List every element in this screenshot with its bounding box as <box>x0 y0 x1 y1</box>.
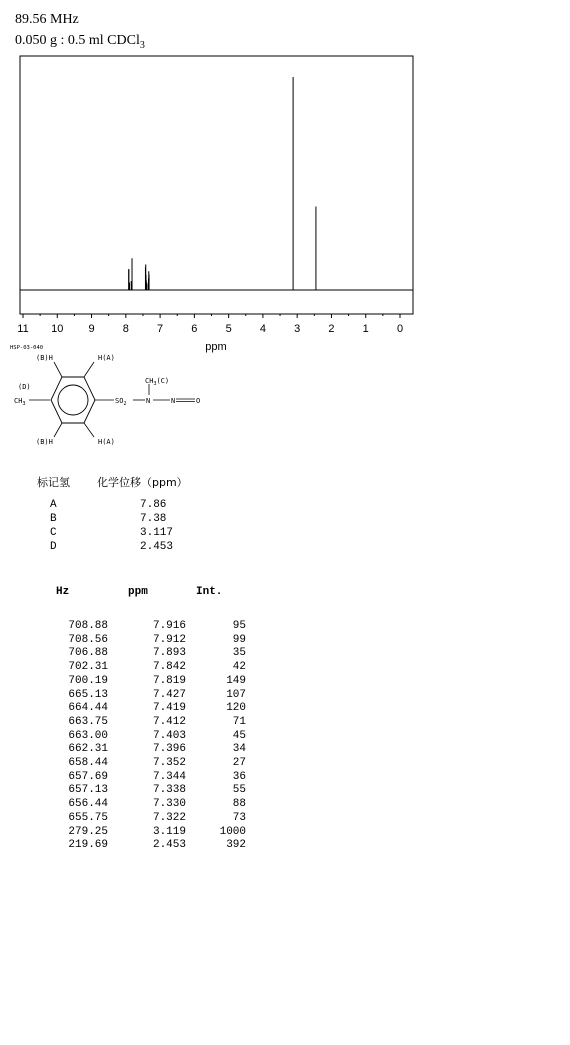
x-axis-tick-label: 8 <box>122 323 129 335</box>
bond-bh-top <box>54 362 62 377</box>
peak-ppm-cell: 7.352 <box>152 757 186 770</box>
peak-int-cell: 73 <box>232 811 246 824</box>
peak-ppm-cell: 2.453 <box>152 839 186 852</box>
peak-ppm-cell: 7.842 <box>152 661 186 674</box>
peak-header-ppm: ppm <box>128 586 148 598</box>
peak-int-cell: 34 <box>232 743 246 756</box>
peak-ppm-cell: 7.427 <box>152 688 186 701</box>
peak-ppm-cell: 7.819 <box>152 674 186 687</box>
x-axis-tick-label: 6 <box>191 323 198 335</box>
spectrometer-frequency: 89.56 MHz <box>15 12 79 27</box>
peak-row <box>44 839 246 853</box>
x-axis-tick-label: 10 <box>51 323 64 335</box>
x-axis-ticks <box>17 314 403 335</box>
peak-hz-cell: 664.44 <box>68 702 108 715</box>
peak-row <box>44 702 246 716</box>
peak-ppm-cell: 7.419 <box>152 702 186 715</box>
peak-row <box>44 798 246 812</box>
x-axis-tick-label: 5 <box>225 323 232 335</box>
peak-row <box>44 771 246 785</box>
label-n: N <box>146 397 151 405</box>
peak-int-cell: 45 <box>232 729 246 742</box>
peak-row <box>44 812 246 826</box>
peak-int-cell: 42 <box>232 661 246 674</box>
peak-table-header <box>44 586 246 608</box>
label-bh-bot: (B)H <box>36 438 53 446</box>
x-axis-label: ppm <box>205 341 227 353</box>
x-axis-tick-label: 2 <box>328 323 335 335</box>
peak-ppm-cell: 7.396 <box>152 743 186 756</box>
sample-info-subscript: 3 <box>139 39 145 51</box>
peak-int-cell: 35 <box>232 647 246 660</box>
peak-hz-cell: 279.25 <box>68 825 108 838</box>
peak-int-cell: 1000 <box>219 825 246 838</box>
label-so2-sub: 2 <box>123 401 127 407</box>
peak-row <box>44 730 246 744</box>
peak-table-body <box>44 620 246 853</box>
assignment-shift: 7.38 <box>140 513 167 525</box>
bond-ha-bot <box>84 423 94 437</box>
peak-hz-cell: 658.44 <box>68 757 108 770</box>
peak-int-cell: 71 <box>232 715 246 728</box>
x-axis-tick-label: 9 <box>88 323 95 335</box>
peak-hz-cell: 657.13 <box>68 784 108 797</box>
peak-int-cell: 95 <box>232 620 246 632</box>
label-ch3-c-sub: 3 <box>153 381 157 387</box>
peak-ppm-cell: 7.412 <box>152 715 186 728</box>
assignment-col-hydrogen: 标记氢 <box>37 476 70 489</box>
peak-row <box>44 634 246 648</box>
x-axis-tick-label: 1 <box>362 323 369 335</box>
peak-ppm-cell: 7.330 <box>152 798 186 811</box>
peak-ppm-cell: 7.322 <box>152 811 186 824</box>
peak-table <box>44 586 246 853</box>
label-d: (D) <box>18 383 31 391</box>
label-ch3-left-sub: 3 <box>22 401 26 407</box>
label-ch3-left-ch: CH <box>14 397 23 405</box>
peak-int-cell: 88 <box>232 798 246 811</box>
peak-hz-cell: 700.19 <box>68 674 108 687</box>
assignment-shift: 3.117 <box>140 527 174 539</box>
x-axis-tick-label: 0 <box>396 323 404 335</box>
peak-row <box>44 716 246 730</box>
assignment-label: C <box>50 527 57 539</box>
peak-ppm-cell: 3.119 <box>152 825 186 838</box>
peak-hz-cell: 665.13 <box>68 688 108 701</box>
spectrum-frame <box>20 56 413 314</box>
assignment-row <box>50 526 173 540</box>
peak-row <box>44 826 246 840</box>
peak-int-cell: 120 <box>226 702 246 715</box>
peak-int-cell: 27 <box>232 757 246 770</box>
peak-ppm-cell: 7.338 <box>152 784 186 797</box>
peak-header-hz: Hz <box>56 586 70 598</box>
peak-ppm-cell: 7.403 <box>152 729 186 742</box>
peak-row <box>44 675 246 689</box>
peak-hz-cell: 706.88 <box>68 647 108 660</box>
peak-row <box>44 743 246 757</box>
peak-row <box>44 661 246 675</box>
assignment-label: A <box>50 499 57 511</box>
compound-code: HSP-03-040 <box>10 345 44 351</box>
peak-list <box>44 586 246 853</box>
label-o: O <box>196 397 201 405</box>
label-n2: N <box>171 397 176 405</box>
assignment-row <box>50 512 173 526</box>
label-so2-so: SO <box>115 397 124 405</box>
peak-int-cell: 99 <box>232 633 246 646</box>
label-ha-bot: H(A) <box>98 438 115 446</box>
assignment-shift: 2.453 <box>140 541 174 553</box>
peak-hz-cell: 702.31 <box>68 661 108 674</box>
x-axis-tick-label: 11 <box>17 323 29 335</box>
label-so2 <box>115 397 126 407</box>
assignment-label: D <box>50 541 57 553</box>
peak-hz-cell: 657.69 <box>68 770 108 783</box>
assignment-row <box>50 540 173 554</box>
spectrum-peaks <box>129 77 316 290</box>
benzene-ring-circle <box>58 385 88 415</box>
peak-hz-cell: 708.88 <box>68 620 108 632</box>
sample-info-main: 0.050 g : 0.5 ml CDCl <box>15 33 140 48</box>
bond-bh-bot <box>54 423 62 437</box>
peak-ppm-cell: 7.916 <box>152 620 186 632</box>
peak-hz-cell: 663.00 <box>68 729 108 742</box>
peak-ppm-cell: 7.912 <box>152 633 186 646</box>
peak-row <box>44 620 246 634</box>
peak-ppm-cell: 7.344 <box>152 770 186 783</box>
peak-row <box>44 689 246 703</box>
peak-row <box>44 784 246 798</box>
assignment-table <box>50 498 173 554</box>
peak-row <box>44 647 246 661</box>
peak-hz-cell: 708.56 <box>68 633 108 646</box>
molecular-structure <box>10 340 210 450</box>
label-ha-top: H(A) <box>98 354 115 362</box>
assignment-col-shift: 化学位移（ppm） <box>97 476 188 489</box>
assignment-label: B <box>50 513 57 525</box>
peak-hz-cell: 655.75 <box>68 811 108 824</box>
peak-hz-cell: 663.75 <box>68 715 108 728</box>
x-axis-tick-label: 4 <box>259 323 266 335</box>
peak-int-cell: 149 <box>226 674 246 687</box>
peak-hz-cell: 219.69 <box>68 839 108 852</box>
peak-int-cell: 107 <box>226 688 246 701</box>
peak-int-cell: 36 <box>232 770 246 783</box>
assignment-row <box>50 498 173 512</box>
peak-int-cell: 55 <box>232 784 246 797</box>
peak-int-cell: 392 <box>226 839 246 852</box>
label-ch3-left <box>14 397 25 407</box>
x-axis-tick-label: 7 <box>157 323 164 335</box>
assignment-header <box>37 474 188 490</box>
label-bh-top: (B)H <box>36 354 53 362</box>
assignment-shift: 7.86 <box>140 499 167 511</box>
label-ch3-c-ch: CH <box>145 377 154 385</box>
bond-ha-top <box>84 362 94 377</box>
peak-ppm-cell: 7.893 <box>152 647 186 660</box>
x-axis-tick-label: 3 <box>294 323 301 335</box>
label-ch3-c-suffix: (C) <box>156 377 170 385</box>
peak-row <box>44 757 246 771</box>
peak-hz-cell: 662.31 <box>68 743 108 756</box>
peak-hz-cell: 656.44 <box>68 798 108 811</box>
peak-header-int: Int. <box>196 586 223 598</box>
